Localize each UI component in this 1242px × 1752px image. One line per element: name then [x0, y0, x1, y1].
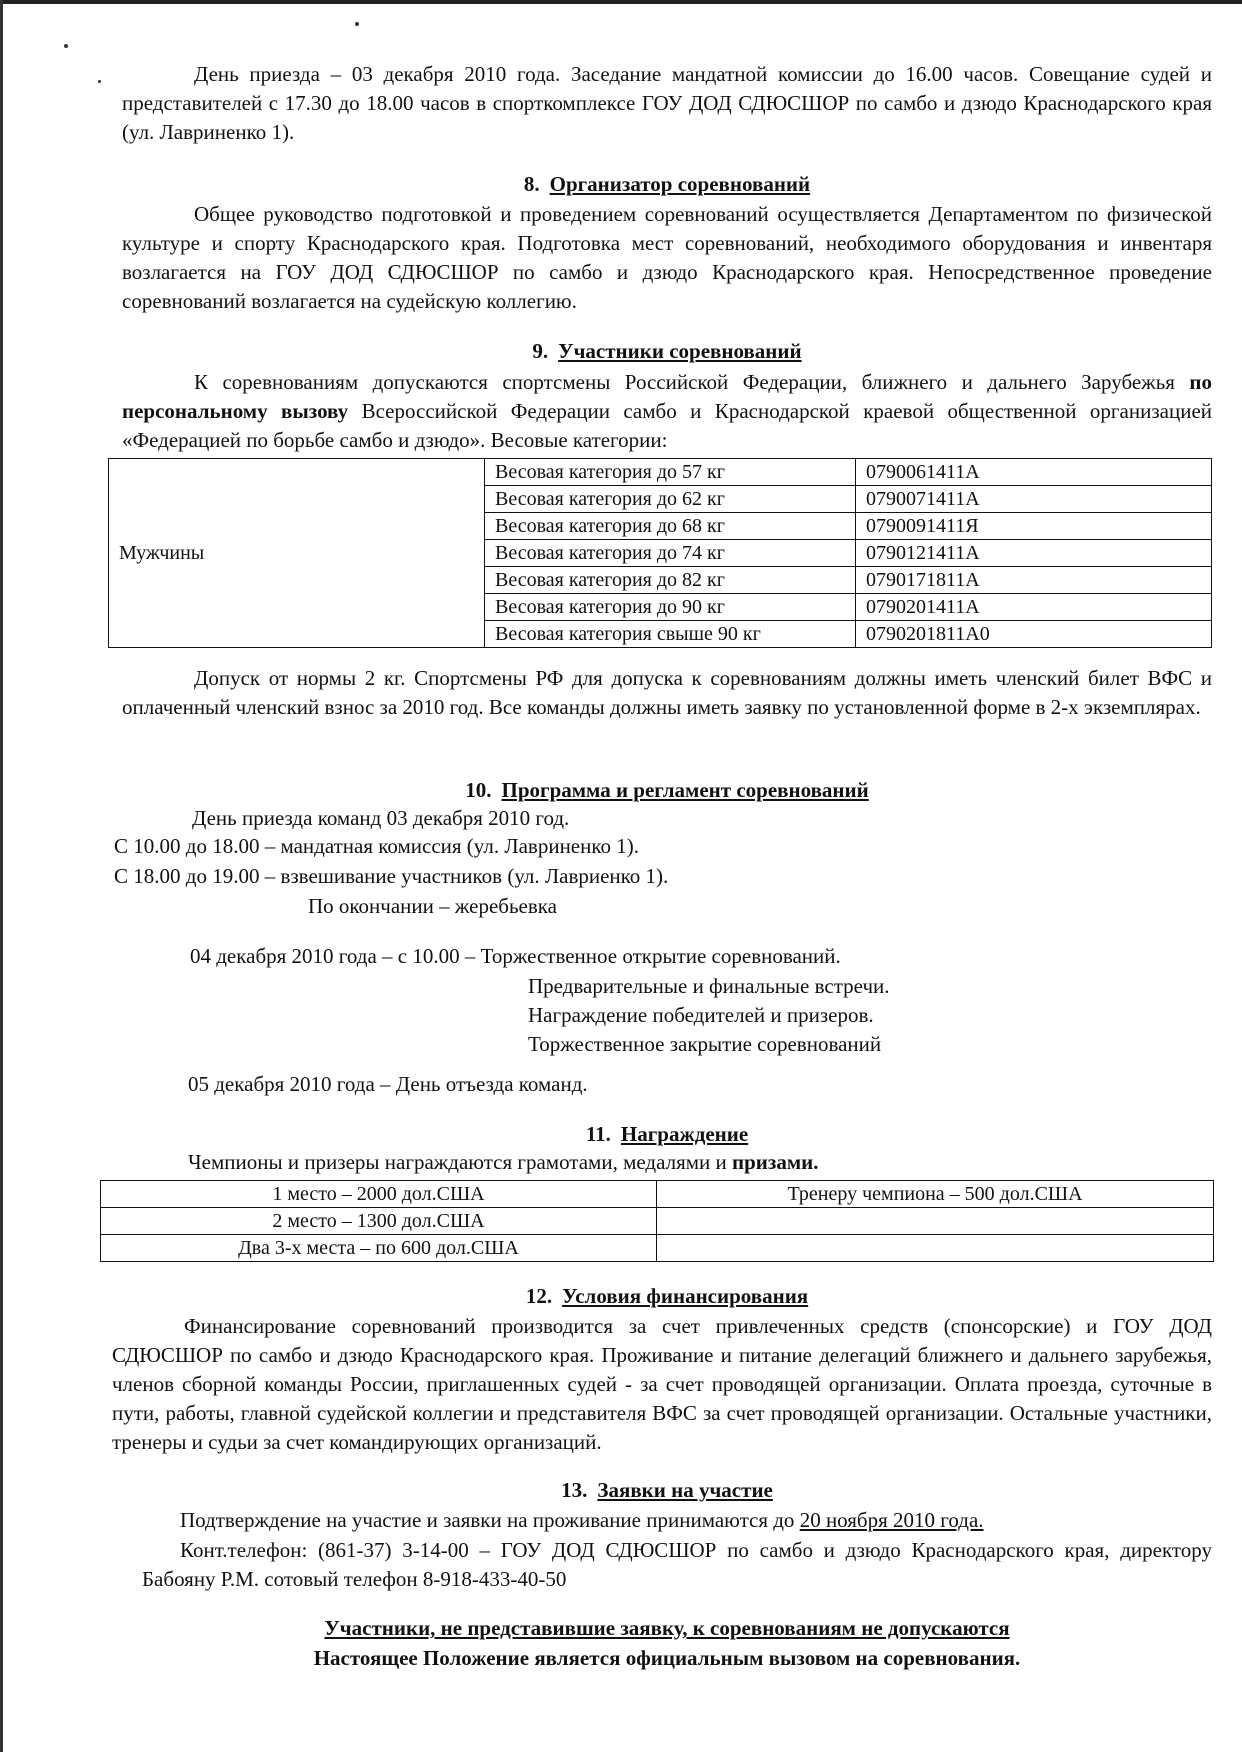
warning-text: Участники, не представившие заявку, к соревнованиям не допускаются [324, 1616, 1010, 1640]
section-title: Участники соревнований [558, 339, 802, 363]
admission-paragraph [122, 664, 1212, 722]
admission-text: Допуск от нормы 2 кг. Спортсмены РФ для допуска к соревнованиям должны иметь членский билет ВФС и оплаченный членский взнос за 2010 год. Все команды должны иметь заявку по установленной форме в 2-х экземплярах. [122, 666, 1212, 719]
weight-category-cell: Весовая категория до 68 кг [485, 513, 856, 540]
schedule-line-1: С 10.00 до 18.00 – мандатная комиссия (ул. Лавриненко 1). [114, 834, 639, 858]
awards-text-a: Чемпионы и призеры награждаются грамотами, медалями и [188, 1150, 727, 1174]
weight-category-cell: Весовая категория свыше 90 кг [485, 621, 856, 648]
category-code-cell: 0790091411Я [856, 513, 1212, 540]
section-title: Заявки на участие [597, 1478, 773, 1502]
section-title: Условия финансирования [562, 1284, 809, 1308]
table-row [101, 1181, 1214, 1208]
participants-text-b: Всероссийской Федерации самбо и Краснодарской краевой общественной организацией «Федерацией по борьбе самбо и дзюдо». Весовые категории: [122, 399, 1212, 452]
table-row [101, 1235, 1214, 1262]
category-code-cell: 0790171811А [856, 567, 1212, 594]
weight-category-cell: Весовая категория до 74 кг [485, 540, 856, 567]
schedule-line-3: По окончании – жеребьевка [308, 894, 557, 918]
section-number: 8. [523, 172, 540, 196]
group-label-cell: Мужчины [109, 459, 485, 648]
day2-line: 04 декабря 2010 года – с 10.00 – Торжественное открытие соревнований. [190, 944, 841, 968]
section-title: Организатор соревнований [549, 172, 811, 196]
weight-category-cell: Весовая категория до 62 кг [485, 486, 856, 513]
organizer-text: Общее руководство подготовкой и проведением соревнований осуществляется Департаментом по физической культуре и спорту Краснодарского края. Подготовка мест соревнований, необходимого оборудования и инвентаря возлагается на ГОУ ДОД СДЮСШОР по самбо и дзюдо Краснодарского края. Непосредственное проведение соревнований возлагается на судейскую коллегию. [122, 202, 1212, 313]
contact-text: Конт.телефон: (861-37) 3-14-00 – ГОУ ДОД СДЮСШОР по самбо и дзюдо Краснодарского края, директору Бабояну Р.М. сотовый телефон 8-918-433-40-50 [142, 1538, 1212, 1591]
section-9-heading [122, 337, 1212, 366]
prize-place-2: 2 место – 1300 дол.США [101, 1208, 657, 1235]
scan-top-edge [0, 0, 1242, 4]
section-11-heading [122, 1120, 1212, 1149]
participants-text [122, 368, 1212, 455]
arrival-text: День приезда – 03 декабря 2010 года. Заседание мандатной комиссии до 16.00 часов. Совещание судей и представителей с 17.30 до 18.00 часов в спорткомплексе ГОУ ДОД СДЮСШОР по самбо и дзюдо Краснодарского края (ул. Лавриненко 1). [122, 62, 1212, 144]
day2-line-d: Торжественное закрытие соревнований [528, 1032, 882, 1056]
section-8-paragraph [122, 200, 1212, 316]
category-code-cell: 0790071411А [856, 486, 1212, 513]
intro-paragraph [122, 60, 1212, 147]
deadline-date: 20 ноября 2010 года. [799, 1508, 984, 1532]
category-code-cell: 0790061411А [856, 459, 1212, 486]
day2-line-b: Предварительные и финальные встречи. [528, 974, 890, 998]
table-row [109, 459, 1212, 486]
weight-category-table [108, 458, 1212, 648]
prize-place-3: Два 3-х места – по 600 дол.США [101, 1235, 657, 1262]
scan-speck [64, 44, 68, 48]
section-number: 13. [561, 1478, 588, 1502]
awards-text-bold: призами. [732, 1150, 819, 1174]
awards-text [188, 1148, 819, 1177]
section-10-heading [122, 776, 1212, 805]
section-number: 9. [532, 339, 549, 363]
team-arrival-line: День приезда команд 03 декабря 2010 год. [192, 806, 570, 830]
scan-speck [98, 80, 101, 83]
deadline-text: Подтверждение на участие и заявки на проживание принимаются до [180, 1508, 795, 1532]
prize-place-1: 1 место – 2000 дол.США [101, 1181, 657, 1208]
official-call-line: Настоящее Положение является официальным вызовом на соревнования. [313, 1646, 1021, 1670]
section-title: Награждение [620, 1122, 749, 1146]
day2-line-c: Награждение победителей и призеров. [528, 1003, 874, 1027]
category-code-cell: 0790201411А [856, 594, 1212, 621]
section-12-heading [122, 1282, 1212, 1311]
category-code-cell: 0790201811А0 [856, 621, 1212, 648]
warning-line [122, 1614, 1212, 1643]
prize-table [100, 1180, 1214, 1262]
section-9-paragraph [122, 368, 1212, 455]
participants-text-a: К соревнованиям допускаются спортсмены Российской Федерации, ближнего и дальнего Зарубежья [194, 370, 1175, 394]
schedule-line-2: С 18.00 до 19.00 – взвешивание участников (ул. Лавриенко 1). [114, 864, 669, 888]
section-12-paragraph [112, 1312, 1212, 1457]
section-title: Программа и регламент соревнований [501, 778, 869, 802]
scan-speck [355, 22, 359, 26]
deadline-line [180, 1506, 984, 1535]
table-row [101, 1208, 1214, 1235]
weight-category-cell: Весовая категория до 82 кг [485, 567, 856, 594]
section-number: 12. [525, 1284, 553, 1308]
financing-text: Финансирование соревнований производится за счет привлеченных средств (спонсорские) и ГОУ ДОД СДЮСШОР по самбо и дзюдо Краснодарского края. Проживание и питание делегаций ближнего и дальнего зарубежья, членов сборной команды России, приглашенных судей - за счет проводящей организации. Оплата проезда, суточные в пути, работы, главной судейской коллегии и представителя ВФС за счет проводящей организации. Остальные участники, тренеры и судьи за счет командирующих организаций. [112, 1314, 1212, 1454]
coach-prize: Тренеру чемпиона – 500 дол.США [657, 1181, 1214, 1208]
empty-cell [657, 1208, 1214, 1235]
scan-left-edge [0, 0, 3, 1752]
day3-line: 05 декабря 2010 года – День отъезда команд. [188, 1072, 588, 1096]
section-number: 11. [585, 1122, 611, 1146]
category-code-cell: 0790121411А [856, 540, 1212, 567]
contact-paragraph [142, 1536, 1212, 1594]
section-8-heading [122, 170, 1212, 199]
participants-text-bold: по персональному вызову [122, 370, 1213, 423]
empty-cell [657, 1235, 1214, 1262]
section-number: 10. [465, 778, 492, 802]
weight-category-cell: Весовая категория до 57 кг [485, 459, 856, 486]
weight-category-cell: Весовая категория до 90 кг [485, 594, 856, 621]
section-13-heading [122, 1476, 1212, 1505]
